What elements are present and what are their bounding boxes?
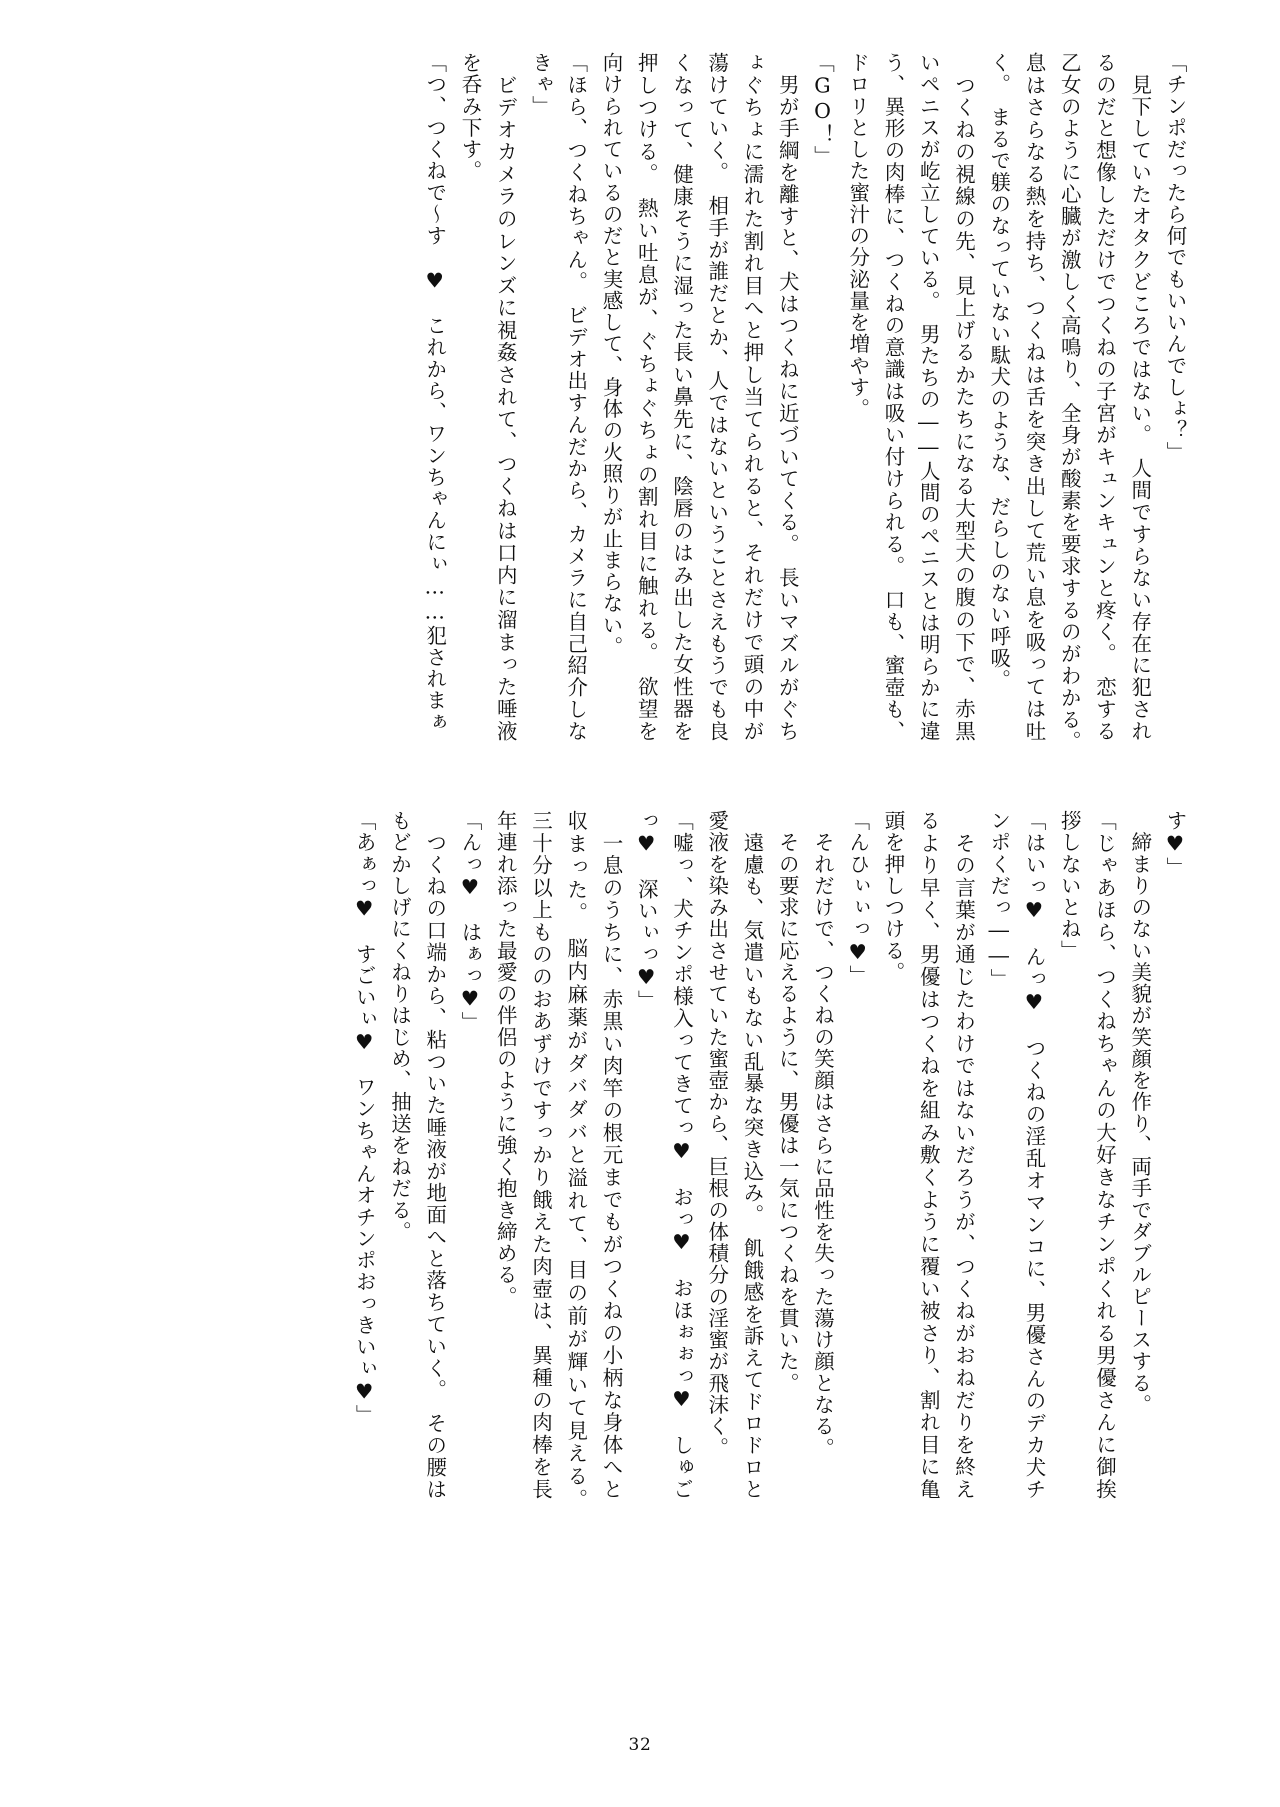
paragraph: 「はいっ♥ んっ♥ つくねの淫乱オマンコに、男優さんのデカ犬チンポくだっ――」 [986, 810, 1046, 1500]
page-number: 32 [628, 1735, 652, 1755]
paragraph: つくねの口端から、粘ついた唾液が地面へと落ちていく。 その腰はもどかしげにくねりはじめ、抽送をねだる。 [387, 810, 447, 1500]
paragraph: 一息のうちに、赤黒い肉竿の根元までもがつくねの小柄な身体へと収まった。 脳内麻薬がダバダバと溢れて、目の前が輝いて見える。 三十分以上もののおあずけですっかり餓えた肉壺は、異種の肉棒を長年連れ添った最愛の伴侶のように強く抱き締める。 [493, 810, 623, 1522]
paragraph: 見下していたオタクどころではない。 人間ですらない存在に犯されるのだと想像しただけでつくねの子宮がキュンキュンと疼く。 恋する乙女のように心臓が激しく高鳴り、全身が酸素を要求するのがわかる。 息はさらなる熱を持ち、つくねは舌を突き出して荒い息を吸っては吐く。 まるで躾のなっていない駄犬のような、だらしのない呼吸。 [986, 52, 1152, 764]
paragraph: その要求に応えるように、男優は一気につくねを貫いた。 [775, 831, 800, 1394]
text-column-lower [144, 810, 1192, 1522]
paragraph: す♥」 [1163, 810, 1187, 879]
paragraph: 「ほら、つくねちゃん。 ビデオ出すんだから、カメラに自己紹介しなきゃ」 [528, 52, 588, 742]
paragraph: 男が手綱を離すと、犬はつくねに近づいてくる。 長いマズルがぐちょぐちょに濡れた割れ目へと押し当てられると、それだけで頭の中が蕩けていく。 相手が誰だとか、人ではないということさえもうでも良くなって、健康そうに湿った長い鼻先に、陰唇のはみ出した女性器を押しつける。 熱い吐息が、ぐちょぐちょの割れ目に触れる。 欲望を向けられているのだと実感して、身体の火照りが止まらない。 [599, 52, 800, 742]
paragraph: 「んっ♥ はぁっ♥」 [458, 810, 482, 1034]
paragraph: つくねの視線の先、見上げるかたちになる大型犬の腹の下で、赤黒いペニスが屹立している。 男たちの――人間のペニスとは明らかに違う、異形の肉棒に、つくねの意識は吸い付けられる。 口も、蜜壺も、ドロリとした蜜汁の分泌量を増やす。 [845, 52, 976, 742]
paragraph: 「あぁっ♥ すごいぃ♥ ワンちゃんオチンポおっきいぃ♥」 [352, 810, 377, 1427]
paragraph: 遠慮も、気遣いもない乱暴な突き込み。 飢餓感を訴えてドロドロと愛液を染み出させていた蜜壺から、巨根の体積分の淫蜜が飛沫く。 [704, 810, 764, 1500]
paragraph: 「じゃあほら、つくねちゃんの大好きなチンポくれる男優さんに御挨拶しないとね」 [1057, 810, 1117, 1500]
paragraph: 「つ、つくねで～す ♥ これから、ワンちゃんにぃ……犯されまぁ [422, 52, 447, 733]
paragraph: 「GO！」 [810, 52, 835, 168]
text-column-upper [144, 52, 1192, 764]
paragraph: 「んひぃぃっ♥」 [845, 810, 870, 987]
paragraph: それだけで、つくねの笑顔はさらに品性を失った蕩け顔となる。 [810, 831, 835, 1459]
paragraph: その言葉が通じたわけではないだろうが、つくねがおねだりを終えるより早く、男優はつくねを組み敷くように覆い被さり、割れ目に亀頭を押しつける。 [881, 810, 976, 1500]
paragraph: 「チンポだったら何でもいいんでしょ？」 [1163, 52, 1187, 463]
paragraph: 「嘘っ、犬チンポ様入ってきてっ♥ おっ♥ おほぉぉっ♥ しゅごっ♥ 深いぃっ♥」 [634, 810, 694, 1500]
paragraph: ビデオカメラのレンズに視姦されて、つくねは口内に溜まった唾液を呑み下す。 [458, 52, 518, 742]
paragraph: 締まりのない美貌が笑顔を作り、両手でダブルピースする。 [1127, 831, 1152, 1416]
